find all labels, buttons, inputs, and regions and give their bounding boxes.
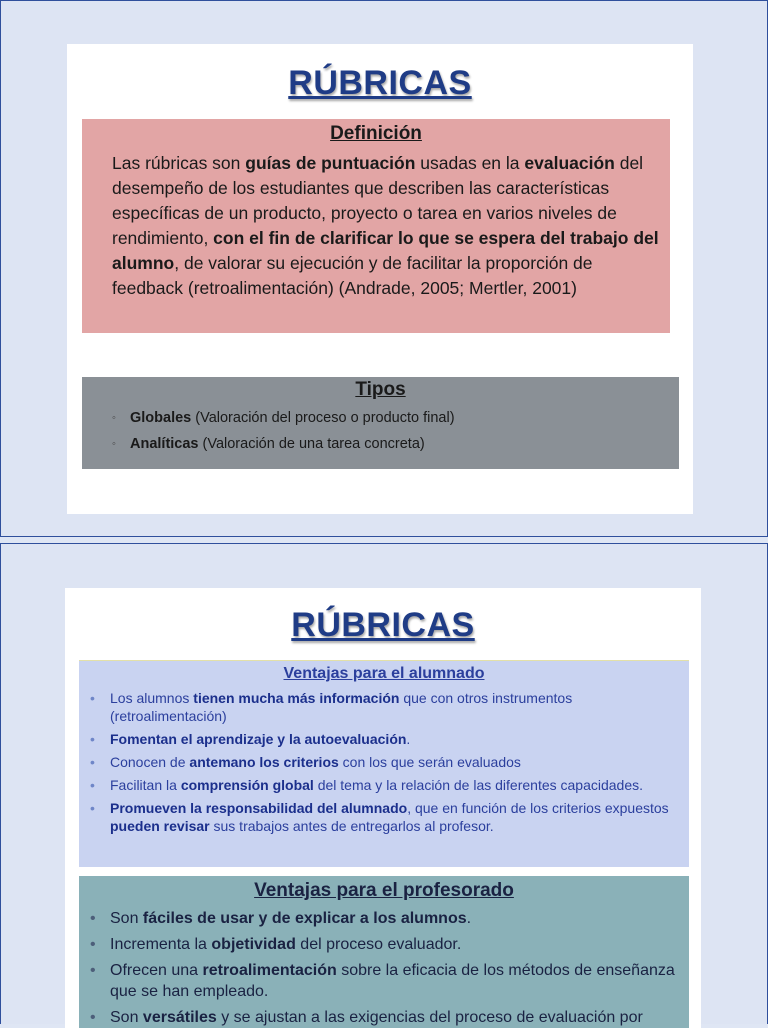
- list-item: • Incrementa la objetividad del proceso evaluador.: [79, 934, 689, 955]
- alumnado-box: [79, 660, 689, 867]
- alumnado-list: [79, 689, 689, 835]
- list-item: • Conocen de antemano los criterios con los que serán evaluados: [79, 753, 689, 771]
- page-2: [0, 543, 768, 1024]
- list-item: • Ofrecen una retroalimentación sobre la eficacia de los métodos de enseñanza que se han empleado.: [79, 960, 689, 1002]
- slide-2: [65, 588, 701, 1028]
- definition-text: Las rúbricas son guías de puntuación usadas en la evaluación del desempeño de los estudiantes que describen las características específicas de un producto, proyecto o tarea en varios niveles de rendimiento, con el fin de clarificar lo que se espera del trabajo del alumno, de valorar su ejecución y de facilitar la proporción de feedback (retroalimentación) (Andrade, 2005; Mertler, 2001): [112, 153, 659, 298]
- tipos-heading: Tipos: [355, 379, 406, 400]
- tipos-box: [82, 377, 679, 469]
- list-item: • Fomentan el aprendizaje y la autoevaluación.: [79, 730, 689, 748]
- list-item: • Son fáciles de usar y de explicar a los alumnos.: [79, 908, 689, 929]
- slide-title: RÚBRICAS: [288, 64, 472, 102]
- profesorado-box: [79, 876, 689, 1028]
- list-item: ◦ Globales (Valoración del proceso o producto final): [82, 405, 679, 431]
- slide-1: [67, 44, 693, 514]
- list-item: • Son versátiles y se ajustan a las exigencias del proceso de evaluación por: [79, 1007, 689, 1028]
- list-item: ◦ Analíticas (Valoración de una tarea concreta): [82, 431, 679, 457]
- slide-title: RÚBRICAS: [291, 606, 475, 644]
- profesorado-heading: Ventajas para el profesorado: [254, 880, 514, 901]
- tipos-list: [82, 405, 679, 457]
- list-item: • Promueven la responsabilidad del alumnado, que en función de los criterios expuestos pueden revisar sus trabajos antes de entregarlos al profesor.: [79, 799, 689, 835]
- alumnado-heading: Ventajas para el alumnado: [283, 665, 485, 682]
- profesorado-list: [79, 908, 689, 1028]
- list-item: • Los alumnos tienen mucha más información que con otros instrumentos (retroalimentación): [79, 689, 689, 725]
- definition-heading: Definición: [330, 123, 422, 144]
- definition-box: [82, 119, 670, 333]
- list-item: • Facilitan la comprensión global del tema y la relación de las diferentes capacidades.: [79, 776, 689, 794]
